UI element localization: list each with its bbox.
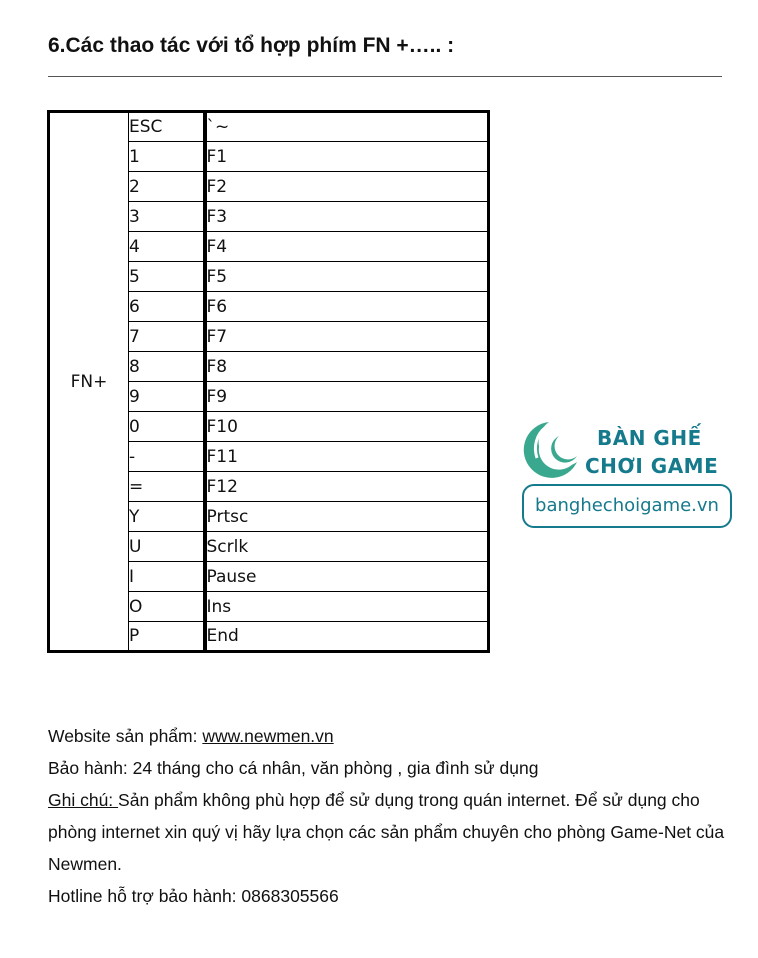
note-paragraph — [48, 784, 738, 880]
key-cell: - — [129, 442, 205, 472]
product-info — [48, 720, 738, 912]
function-cell: F1 — [205, 142, 489, 172]
function-cell: F2 — [205, 172, 489, 202]
function-cell: F3 — [205, 202, 489, 232]
key-cell: 3 — [129, 202, 205, 232]
key-cell: 8 — [129, 352, 205, 382]
title-divider — [48, 76, 722, 77]
logo-swirl-icon — [515, 418, 585, 484]
function-cell: F5 — [205, 262, 489, 292]
function-cell: F11 — [205, 442, 489, 472]
key-cell: 7 — [129, 322, 205, 352]
website-link[interactable]: www.newmen.vn — [202, 726, 334, 746]
note-label: Ghi chú: — [48, 790, 119, 810]
brand-name-line1: BÀN GHẾ — [597, 426, 702, 450]
warranty-line: Bảo hành: 24 tháng cho cá nhân, văn phòng , gia đình sử dụng — [48, 758, 539, 778]
key-cell: 0 — [129, 412, 205, 442]
function-cell: Scrlk — [205, 532, 489, 562]
key-cell: Y — [129, 502, 205, 532]
hotline-line: Hotline hỗ trợ bảo hành: 0868305566 — [48, 886, 339, 906]
function-cell: F10 — [205, 412, 489, 442]
function-cell: `~ — [205, 112, 489, 142]
note-text: Sản phẩm không phù hợp để sử dụng trong quán internet. Để sử dụng cho phòng internet xin quý vị hãy lựa chọn các sản phẩm chuyên cho phòng Game-Net của Newmen. — [48, 790, 725, 874]
key-cell: P — [129, 622, 205, 652]
website-label: Website sản phẩm: — [48, 726, 203, 746]
function-cell: F7 — [205, 322, 489, 352]
key-cell: 5 — [129, 262, 205, 292]
function-cell: Ins — [205, 592, 489, 622]
function-cell: F8 — [205, 352, 489, 382]
key-cell: O — [129, 592, 205, 622]
key-cell: 1 — [129, 142, 205, 172]
key-cell: = — [129, 472, 205, 502]
table-body — [49, 112, 489, 652]
brand-name-line2: CHƠI GAME — [585, 454, 719, 478]
function-cell: F9 — [205, 382, 489, 412]
function-cell: Prtsc — [205, 502, 489, 532]
function-cell: F6 — [205, 292, 489, 322]
table-row — [49, 112, 489, 142]
fn-modifier-cell: FN+ — [49, 112, 129, 652]
key-cell: I — [129, 562, 205, 592]
key-cell: ESC — [129, 112, 205, 142]
page-title: 6.Các thao tác với tổ hợp phím FN +….. : — [48, 34, 455, 57]
function-cell: F12 — [205, 472, 489, 502]
fn-shortcut-table — [47, 110, 490, 653]
key-cell: 6 — [129, 292, 205, 322]
brand-domain: banghechoigame.vn — [522, 484, 732, 528]
function-cell: F4 — [205, 232, 489, 262]
key-cell: 9 — [129, 382, 205, 412]
key-cell: 4 — [129, 232, 205, 262]
function-cell: End — [205, 622, 489, 652]
key-cell: 2 — [129, 172, 205, 202]
function-cell: Pause — [205, 562, 489, 592]
website-line — [48, 720, 738, 752]
key-cell: U — [129, 532, 205, 562]
